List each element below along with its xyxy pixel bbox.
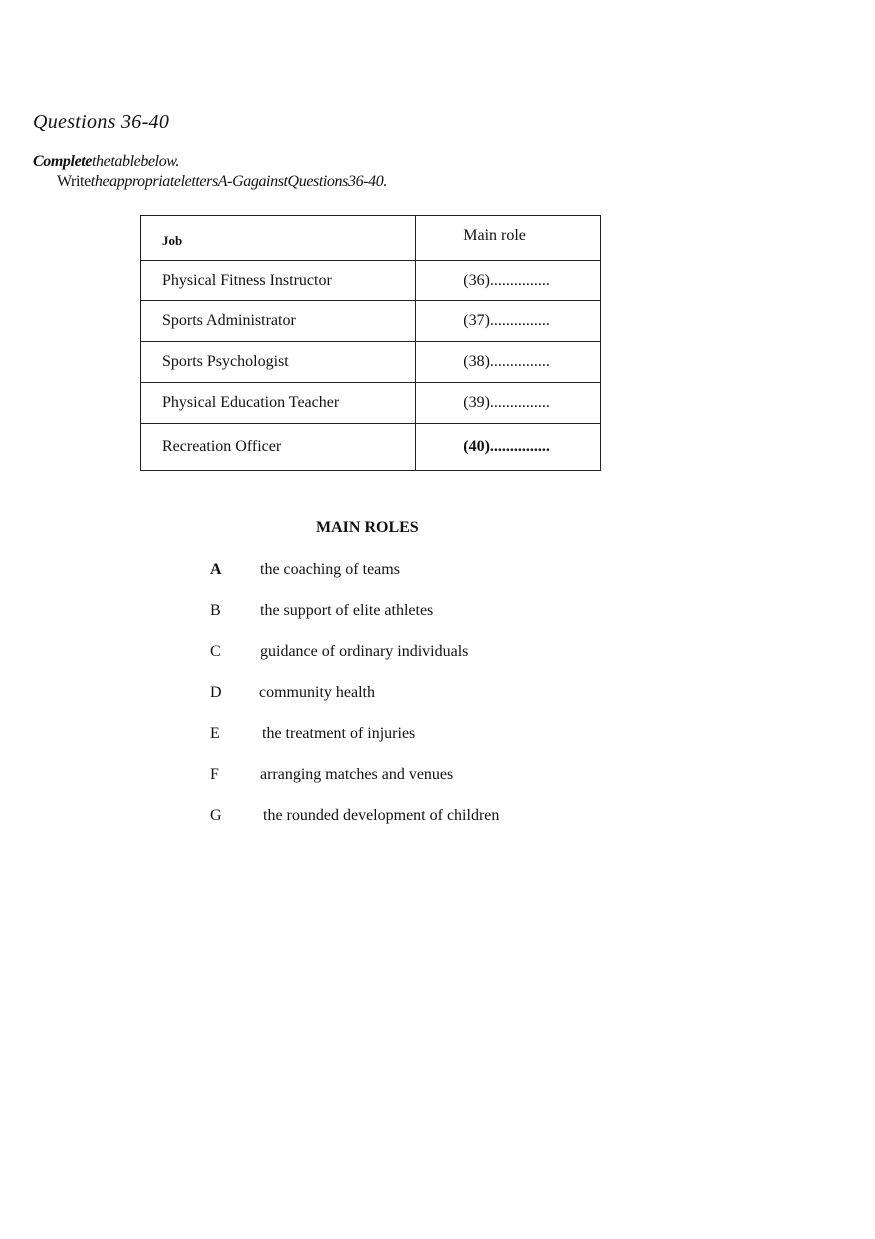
answer-blank-38[interactable]: (38)............... (416, 342, 601, 383)
role-letter: C (210, 643, 221, 660)
table-row (141, 342, 601, 383)
role-letter: B (210, 602, 221, 619)
answer-blank-37[interactable]: (37)............... (416, 301, 601, 342)
answer-blank-39[interactable]: (39)............... (416, 383, 601, 424)
instruction-line-2 (57, 173, 387, 191)
role-option-f (210, 766, 453, 784)
role-option-g (210, 807, 499, 825)
job-column-header: Job (141, 216, 416, 261)
instruction-line-1-text: thetablebelow. (92, 153, 179, 170)
role-text: community health (259, 684, 375, 701)
role-text: the rounded development of children (263, 807, 500, 824)
job-cell: Sports Psychologist (141, 342, 416, 383)
role-text: guidance of ordinary individuals (260, 643, 469, 660)
role-letter: G (210, 807, 222, 824)
role-text: the treatment of injuries (262, 725, 416, 742)
role-letter: F (210, 766, 219, 783)
instruction-line-2-end: . (383, 173, 387, 190)
table-header-row (141, 216, 601, 261)
role-option-b (210, 602, 433, 620)
instruction-line-2-italic: theappropriatelettersA-GagainstQuestions (90, 173, 348, 190)
main-roles-title: MAIN ROLES (316, 519, 419, 536)
role-option-c (210, 643, 468, 661)
job-cell: Physical Education Teacher (141, 383, 416, 424)
instruction-line-2-range: 36-40 (347, 173, 384, 190)
job-roles-table (140, 215, 601, 471)
table-row (141, 424, 601, 471)
role-text: the support of elite athletes (260, 602, 434, 619)
main-role-column-header: Main role (416, 216, 601, 261)
role-text: arranging matches and venues (260, 766, 454, 783)
role-letter: E (210, 725, 220, 742)
job-cell: Sports Administrator (141, 301, 416, 342)
role-option-a (210, 561, 400, 579)
table-row (141, 301, 601, 342)
answer-blank-36[interactable]: (36)............... (416, 261, 601, 301)
role-text: the coaching of teams (260, 561, 400, 578)
table-row (141, 261, 601, 301)
instruction-line-2-plain: Write (57, 173, 91, 190)
table-row (141, 383, 601, 424)
answer-blank-40[interactable]: (40)............... (416, 424, 601, 471)
role-option-d (210, 684, 375, 702)
job-cell: Recreation Officer (141, 424, 416, 471)
instruction-line-1 (33, 153, 179, 171)
role-letter: A (210, 561, 222, 578)
job-cell: Physical Fitness Instructor (141, 261, 416, 301)
instruction-bold-word: Complete (33, 153, 93, 170)
role-option-e (210, 725, 415, 743)
role-letter: D (210, 684, 222, 701)
section-heading: Questions 36-40 (33, 111, 170, 133)
